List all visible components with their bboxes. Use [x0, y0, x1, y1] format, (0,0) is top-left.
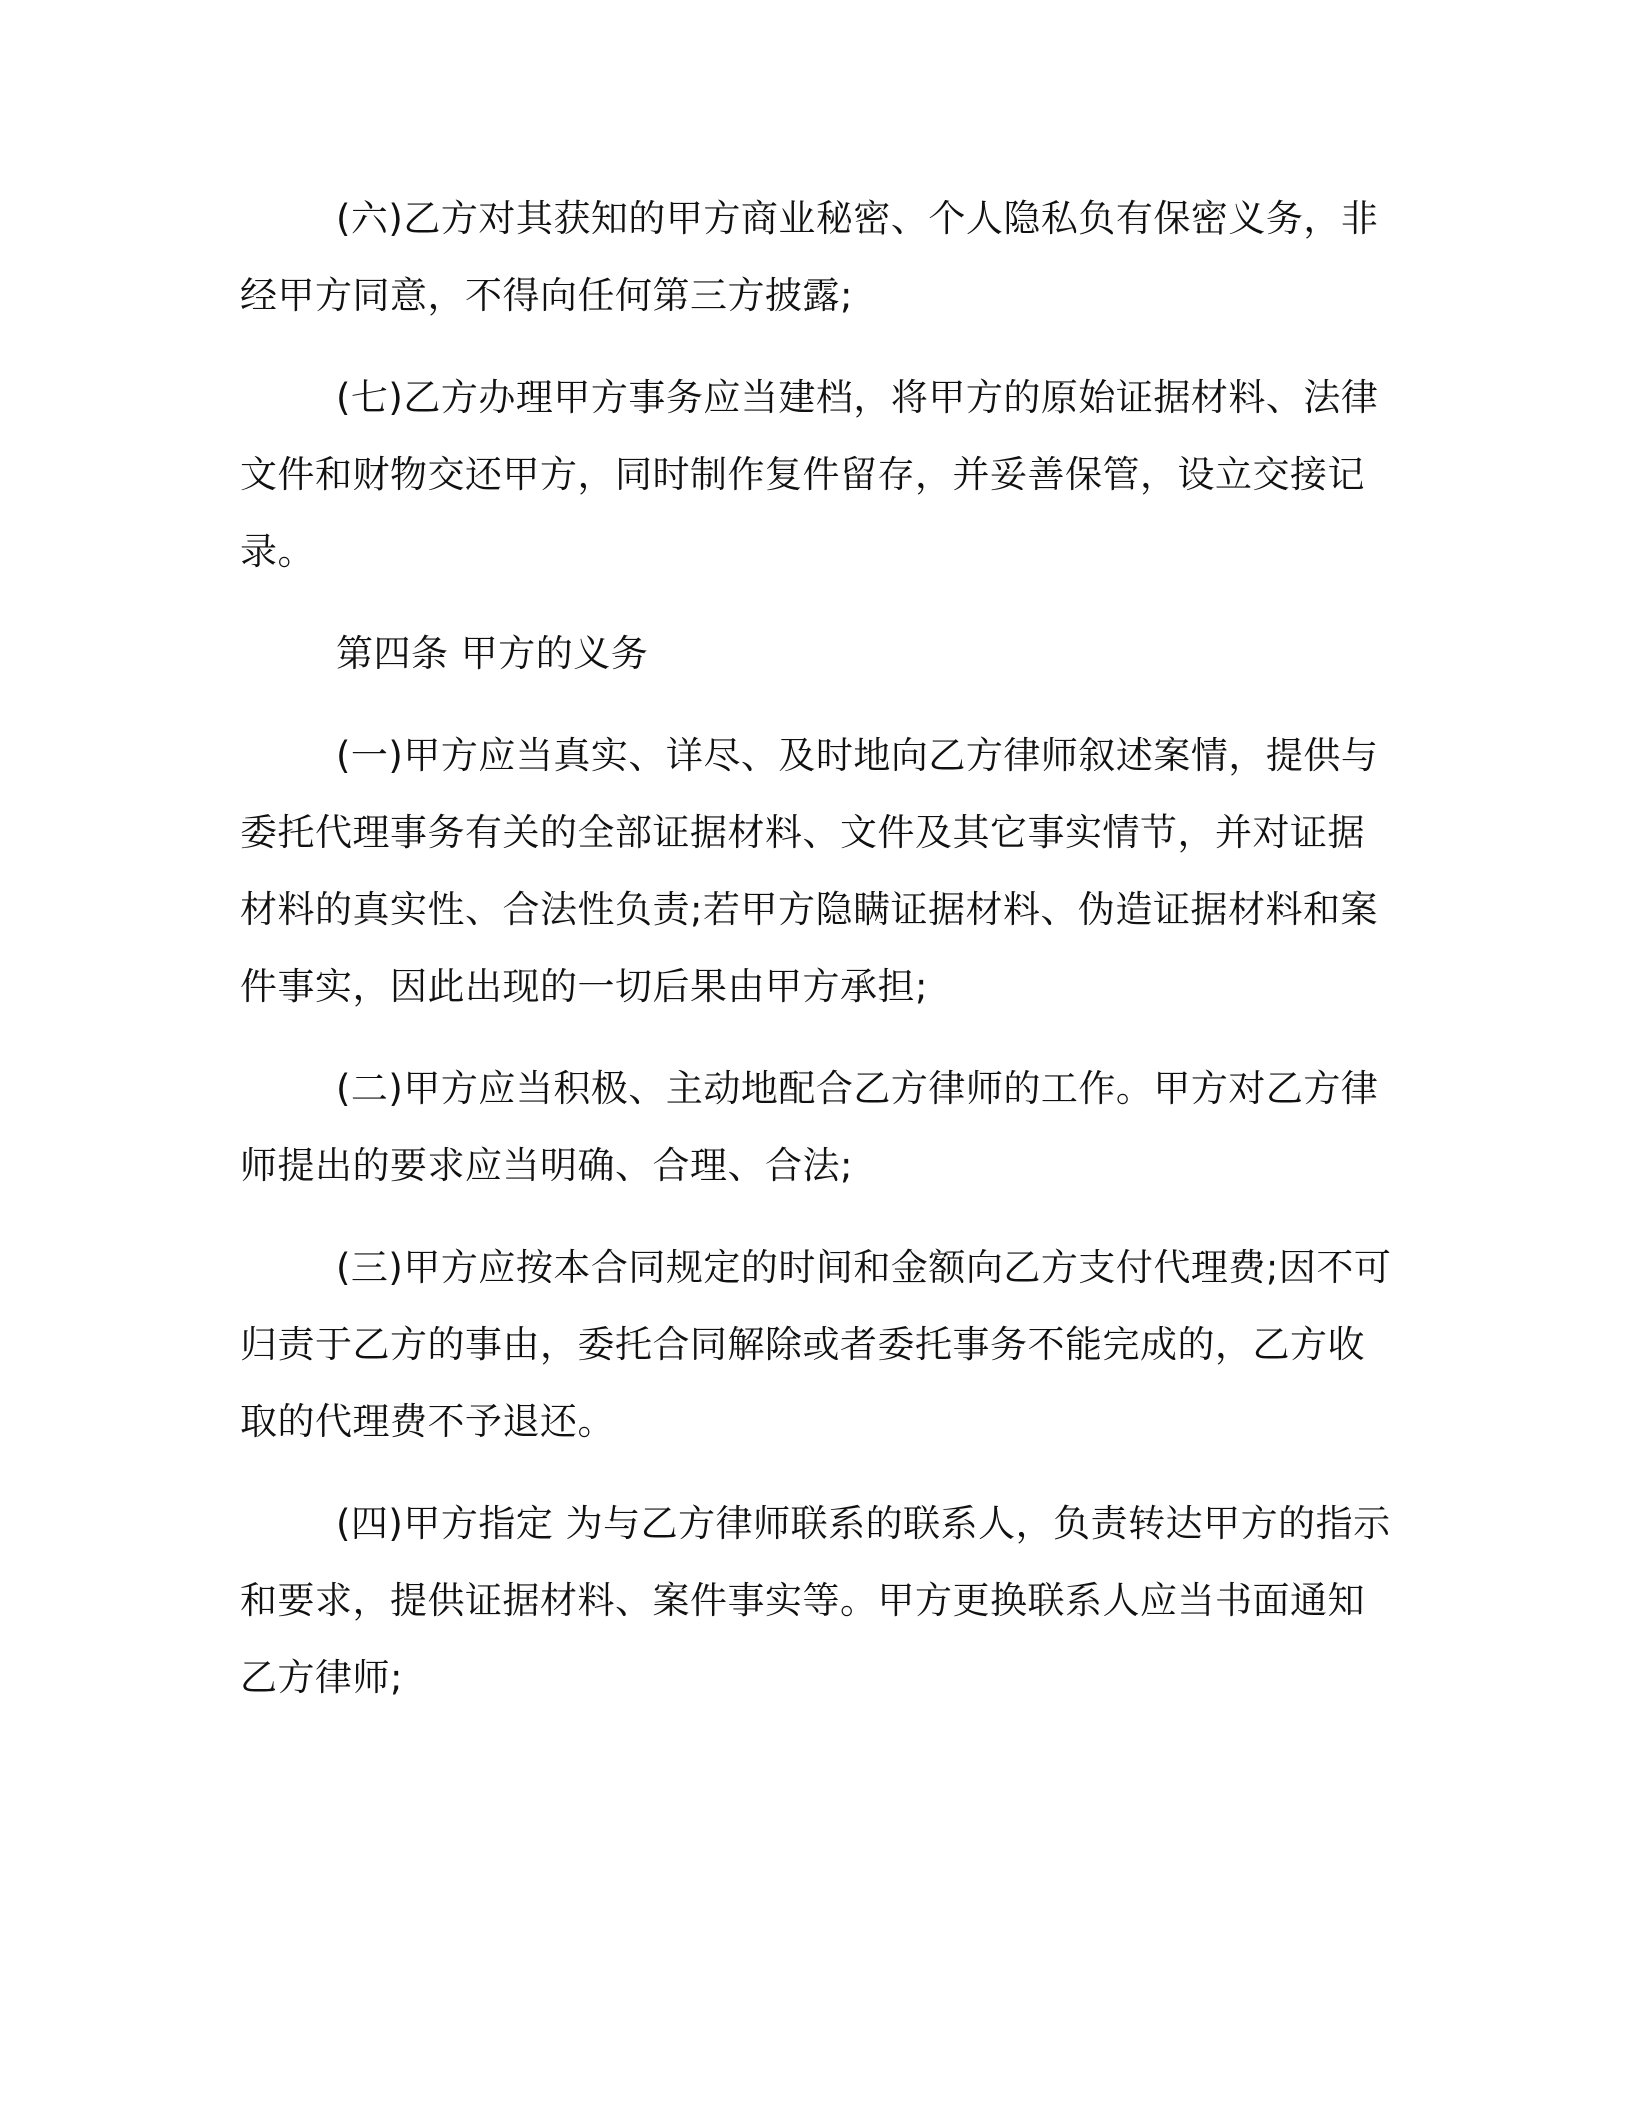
- clause-3-payment: (三)甲方应按本合同规定的时间和金额向乙方支付代理费;因不可归责于乙方的事由，委托合同解除或者委托事务不能完成的，乙方收取的代理费不予退还。: [240, 1246, 1392, 1443]
- clause-6-confidentiality: (六)乙方对其获知的甲方商业秘密、个人隐私负有保密义务，非经甲方同意，不得向任何第三方披露;: [240, 197, 1379, 317]
- clause-1-truthful-info: (一)甲方应当真实、详尽、及时地向乙方律师叙述案情，提供与委托代理事务有关的全部证据材料、文件及其它事实情节，并对证据材料的真实性、合法性负责;若甲方隐瞒证据材料、伪造证据材料和案件事实，因此出现的一切后果由甲方承担;: [240, 734, 1379, 1008]
- document-body: [240, 180, 1392, 1741]
- clause-7-filing: (七)乙方办理甲方事务应当建档，将甲方的原始证据材料、法律文件和财物交还甲方，同时制作复件留存，并妥善保管，设立交接记录。: [240, 376, 1379, 573]
- article-4-heading: 第四条 甲方的义务: [336, 632, 649, 675]
- clause-4-contact-person: (四)甲方指定 为与乙方律师联系的联系人，负责转达甲方的指示和要求，提供证据材料、案件事实等。甲方更换联系人应当书面通知乙方律师;: [240, 1502, 1391, 1699]
- clause-2-cooperation: (二)甲方应当积极、主动地配合乙方律师的工作。甲方对乙方律师提出的要求应当明确、合理、合法;: [240, 1067, 1379, 1187]
